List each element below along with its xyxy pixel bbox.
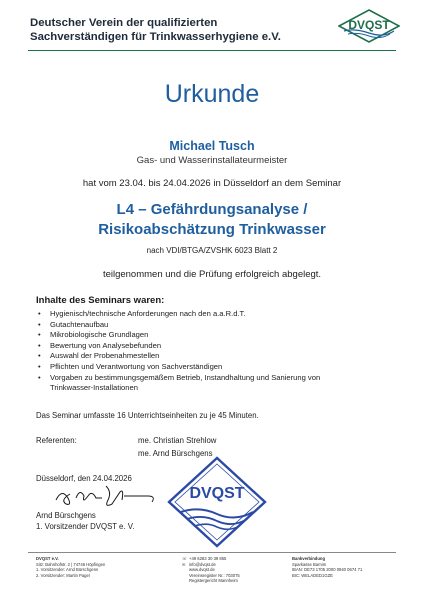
list-item: • Hygienisch/technische Anforderungen nach den a.a.R.d.T. [38, 309, 246, 318]
bullet-icon: • [38, 330, 41, 340]
dvqst-logo-icon [338, 9, 400, 43]
certificate-title: Urkunde [164, 80, 260, 108]
list-item: • Auswahl der Probenahmestellen [38, 351, 160, 361]
passed-statement: teilgenommen und die Prüfung erfolgreich abgelegt. [102, 269, 322, 280]
phone-icon: ☏ [182, 556, 188, 561]
signer-role: 1. Vorsitzender DVQST e. V. [36, 522, 135, 531]
recipient-profession: Gas- und Wasserinstallateurmeister [136, 155, 288, 166]
bullet-icon: • [38, 372, 41, 382]
organization-name [30, 16, 281, 44]
units-statement: Das Seminar umfasste 16 Unterrichtseinheiten zu je 45 Minuten. [36, 411, 259, 420]
footer-divider [28, 552, 396, 553]
referents-label: Referenten: [36, 436, 77, 445]
stamp-text: DVQST [189, 485, 245, 502]
list-item: • Vorgaben zu bestimmungsgemäßem Betrieb, Instandhaltung und Sanierung von [38, 372, 321, 382]
list-item: • Gutachtenaufbau [38, 319, 109, 329]
list-item: • Bewertung von Analysebefunden [38, 340, 162, 350]
seminar-title-line2: Risikoabschätzung Trinkwasser [98, 221, 326, 238]
seminar-dates: hat vom 23.04. bis 24.04.2026 in Düsseldorf an dem Seminar [82, 178, 342, 189]
contents-heading: Inhalte des Seminars waren: [36, 295, 165, 306]
list-item-continuation: Trinkwasser-Installationen [50, 383, 138, 393]
referent-name: me. Christian Strehlow [138, 436, 217, 445]
seminar-title-line1: L4 – Gefährdungsanalyse / [116, 201, 308, 218]
place-date: Düsseldorf, den 24.04.2026 [36, 474, 132, 483]
stamp-icon [165, 452, 269, 552]
seminar-standard: nach VDI/BTGA/ZVSHK 6023 Blatt 2 [146, 246, 278, 255]
header-divider [28, 50, 396, 51]
footer-association: DVQST e.V. Sitz: Bahnhofstr. 2 | 74746 Höpfingen 1. Vorsitzender: Arnd Bürschgens 2. Vorsitzender: Martin Pagel [36, 556, 106, 578]
contents-list [36, 309, 396, 394]
footer-contact: ☏ +49 6283 30 39 855 ✉ info@dvqst.de www.dvqst.de Vereinsregister Nr.: 703075 Registergericht Mannheim [182, 556, 240, 584]
organization-name-line1: Deutscher Verein der qualifizierten [30, 17, 218, 29]
list-item: • Mikrobiologische Grundlagen [38, 330, 149, 340]
bullet-icon: • [38, 319, 41, 329]
handwritten-signature-icon [52, 478, 162, 514]
organization-name-line2: Sachverständigen für Trinkwasserhygiene e.V. [30, 31, 281, 43]
bullet-icon: • [38, 361, 41, 371]
list-item: • Pflichten und Verantwortung von Sachverständigen [38, 361, 223, 371]
bullet-icon: • [38, 309, 41, 318]
recipient-name: Michael Tusch [169, 139, 255, 153]
email-icon: ✉ [182, 561, 186, 567]
referent-name: me. Arnd Bürschgens [138, 449, 213, 458]
footer-bank: Bankverbindung Sparkasse Barnim IBAN: DE73 1705 2000 0940 0674 71 BIC: WELADED1GZE [292, 556, 363, 578]
bullet-icon: • [38, 351, 41, 361]
bullet-icon: • [38, 340, 41, 350]
logo-text: DVQST [348, 18, 390, 32]
signer-name: Arnd Bürschgens [36, 511, 96, 520]
